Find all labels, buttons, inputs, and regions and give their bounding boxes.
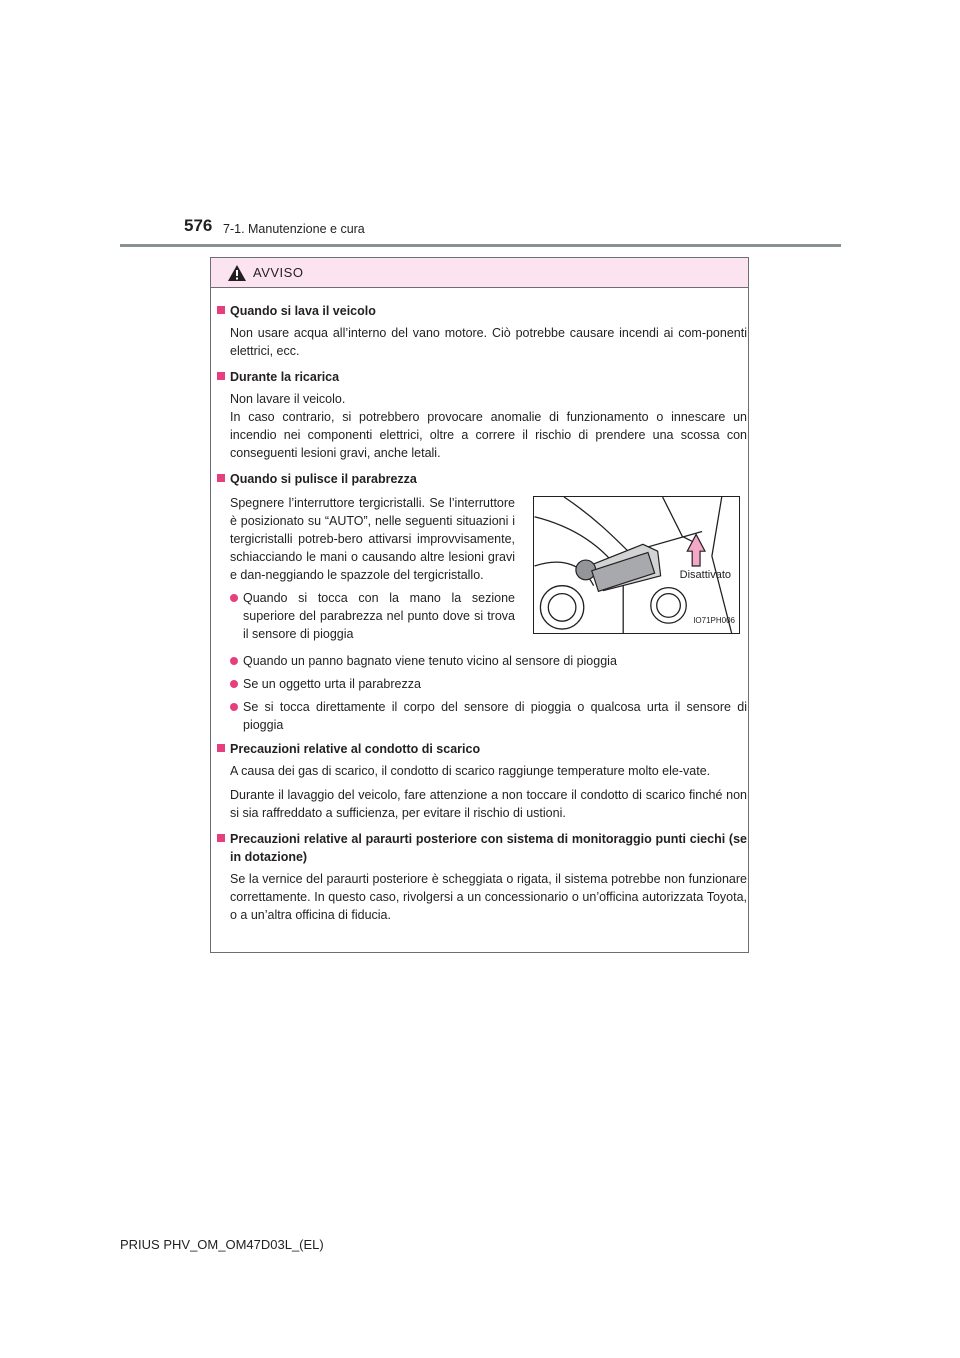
warning-content — [217, 298, 747, 924]
section-title: 7-1. Manutenzione e cura — [223, 222, 365, 236]
round-bullet-icon — [230, 680, 238, 688]
square-bullet-icon — [217, 744, 225, 752]
round-bullet-icon — [230, 703, 238, 711]
wiper-switch-figure — [533, 496, 740, 634]
round-bullet-icon — [230, 657, 238, 665]
heading-text: Quando si pulisce il parabrezza — [230, 472, 417, 486]
figure-wrap — [217, 494, 747, 643]
paragraph: Non lavare il veicolo. — [230, 392, 346, 406]
list-item — [217, 675, 747, 693]
paragraph: Durante il lavaggio del veicolo, fare attenzione a non toccare il condotto di scarico finché non si sia raffreddato a sufficienza, per evitare il rischio di ustioni. — [230, 788, 747, 820]
warning-header — [211, 258, 748, 288]
figure-intro-text: Spegnere l’interruttore tergicristalli. Se l’interruttore è posizionato su “AUTO”, nelle seguenti situazioni i tergicristalli potreb-bero attivarsi improvvisamente, schiacciando le mani o causando altre lesioni gravi e dan-neggiando le spazzole del tergicristallo. — [230, 496, 515, 582]
square-bullet-icon — [217, 474, 225, 482]
list-item — [217, 652, 747, 670]
section-heading — [217, 470, 747, 488]
square-bullet-icon — [217, 306, 225, 314]
section-heading — [217, 740, 747, 758]
list-item — [217, 698, 747, 734]
square-bullet-icon — [217, 834, 225, 842]
bullet-text: Quando si tocca con la mano la sezione superiore del parabrezza nel punto dove si trova il sensore di pioggia — [243, 591, 515, 641]
heading-text: Precauzioni relative al condotto di scarico — [230, 742, 481, 756]
heading-text: Durante la ricarica — [230, 370, 340, 384]
page-number: 576 — [184, 216, 213, 235]
section-heading — [217, 830, 747, 866]
heading-text: Quando si lava il veicolo — [230, 304, 376, 318]
paragraph: Non usare acqua all’interno del vano motore. Ciò potrebbe causare incendi ai com-ponenti elettrici, ecc. — [230, 326, 747, 358]
square-bullet-icon — [217, 372, 225, 380]
section-heading — [217, 302, 747, 320]
figure-code: IO71PH006 — [693, 616, 735, 625]
bullet-text: Se un oggetto urta il parabrezza — [243, 677, 421, 691]
header-rule — [120, 244, 841, 247]
round-bullet-icon — [230, 594, 238, 602]
figure-first-bullet — [217, 589, 515, 643]
warning-triangle-icon — [227, 264, 247, 282]
bullet-text: Quando un panno bagnato viene tenuto vicino al sensore di pioggia — [243, 654, 617, 668]
paragraph: Se la vernice del paraurti posteriore è scheggiata o rigata, il sistema potrebbe non funzionare correttamente. In questo caso, rivolgersi a un concessionario o un’officina autorizzata Toyota, o a un’altra officina di fiducia. — [230, 872, 747, 922]
footer-doc-id: PRIUS PHV_OM_OM47D03L_(EL) — [120, 1237, 324, 1252]
paragraph: A causa dei gas di scarico, il condotto di scarico raggiunge temperature molto ele-vate. — [230, 764, 711, 778]
heading-text: Precauzioni relative al paraurti posteriore con sistema di monitoraggio punti ciechi (se in dotazione) — [230, 832, 747, 864]
warning-box — [210, 257, 749, 953]
warning-title: AVVISO — [253, 265, 304, 280]
bullet-text: Se si tocca direttamente il corpo del sensore di pioggia o qualcosa urta il sensore di pioggia — [243, 700, 747, 732]
figure-label: Disattivato — [679, 569, 731, 581]
paragraph: In caso contrario, si potrebbero provocare anomalie di funzionamento o innescare un incendio nei componenti elettrici, oltre a correre il rischio di prendere una scossa con conseguenti lesioni gravi, anche letali. — [230, 410, 747, 460]
section-heading — [217, 368, 747, 386]
